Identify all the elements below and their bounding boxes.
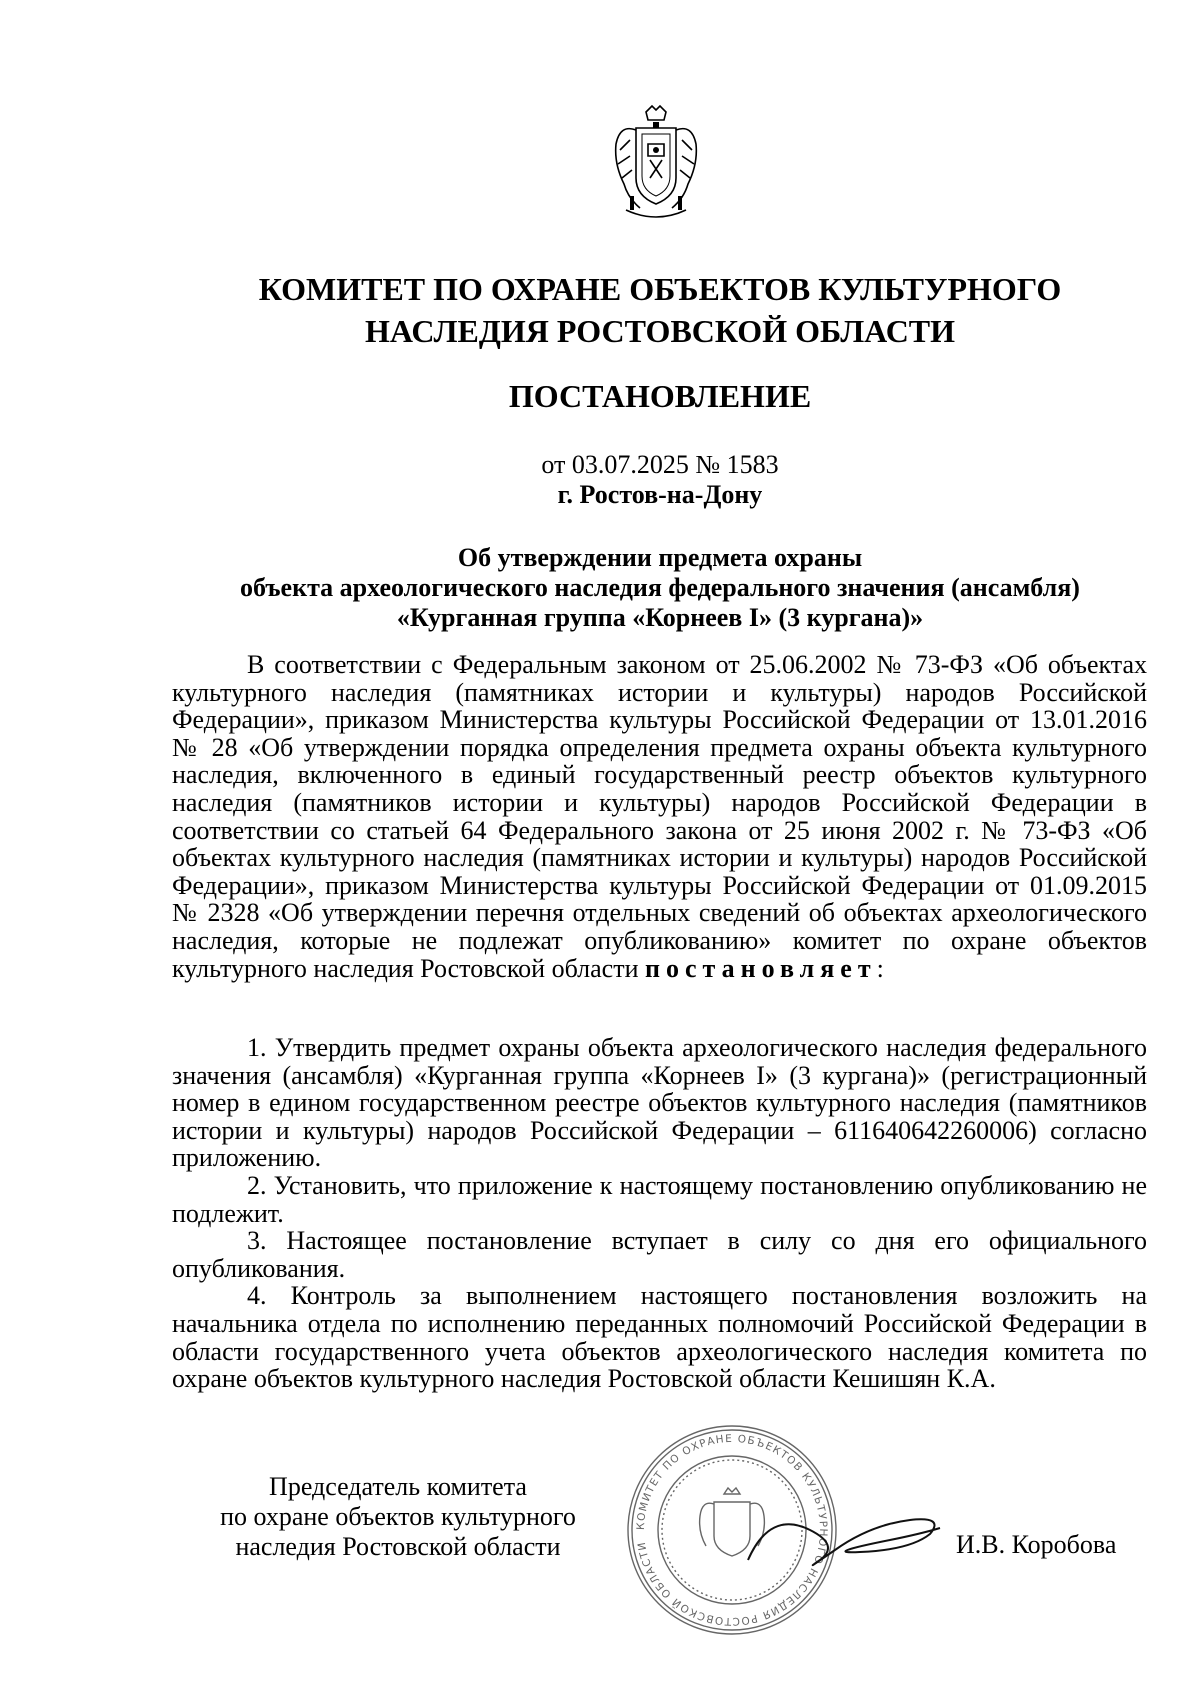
resolves-word: постановляет [645,953,877,983]
signatory-title [188,1472,608,1562]
signatory-title-line-3: наследия Ростовской области [235,1532,561,1561]
document-subject [160,543,1160,633]
resolution-item-4: 4. Контроль за выполнением настоящего постановления возложить на начальника отдела по исполнению переданных полномочий Российской Федерации в области государственного учета объектов археологического наследия комитета по охране объектов культурного наследия Ростовской области Кешишян К.А. [172,1281,1147,1394]
issuer-line-1: КОМИТЕТ ПО ОХРАНЕ ОБЪЕКТОВ КУЛЬТУРНОГО [258,271,1062,307]
subject-line-1: Об утверждении предмета охраны [457,543,863,572]
handwritten-signature-icon [740,1490,950,1580]
subject-line-3: «Курганная группа «Корнеев I» (3 кургана)» [396,603,924,632]
signatory-title-line-2: по охране объектов культурного [220,1502,576,1531]
coat-of-arms-icon [606,100,706,230]
issuer-name [160,268,1160,352]
signatory-name: И.В. Коробова [956,1530,1117,1559]
city: г. Ростов-на-Дону [557,480,763,509]
issuer-line-2: НАСЛЕДИЯ РОСТОВСКОЙ ОБЛАСТИ [364,313,956,349]
preamble-paragraph [172,651,1147,982]
document-type: ПОСТАНОВЛЕНИЕ [508,378,812,414]
preamble-colon: : [876,953,884,983]
stamp-ring-text: КОМИТЕТ ПО ОХРАНЕ ОБЪЕКТОВ КУЛЬТУРНОГО НАСЛЕДИЯ РОСТОВСКОЙ ОБЛАСТИ [634,1432,830,1628]
preamble [172,651,1147,982]
preamble-text: В соответствии с Федеральным законом от 25.06.2002 № 73-ФЗ «Об объектах культурного наследия (памятниках истории и культуры) народов Российской Федерации», приказом Министерства культуры Российской Федерации от 13.01.2016 № 28 «Об утверждении порядка определения предмета охраны объекта культурного наследия, включенного в единый государственный реестр объектов культурного наследия (памятников истории и культуры) народов Российской Федерации в соответствии со статьей 64 Федерального закона от 25 июня 2002 г. № 73-ФЗ «Об объектах культурного наследия (памятниках истории и культуры) народов Российской Федерации», приказом Министерства культуры Российской Федерации от 01.09.2015 № 2328 «Об утверждении перечня отдельных сведений об объектах археологического наследия, которые не подлежат опубликованию» комитет по охране объектов культурного наследия Ростовской области [172,650,1147,983]
resolution-item-1: 1. Утвердить предмет охраны объекта археологического наследия федерального значения (ансамбля) «Курганная группа «Корнеев I» (3 кургана)» (регистрационный номер в едином государственном реестре объектов культурного наследия (памятников истории и культуры) народов Российской Федерации – 611640642260006) согласно приложению. [172,1033,1147,1173]
resolution-items [172,1034,1147,1393]
date-and-number: от 03.07.2025 № 1583 [541,450,779,479]
signatory-title-line-1: Председатель комитета [269,1472,527,1501]
resolution-item-2: 2. Установить, что приложение к настоящему постановлению опубликованию не подлежит. [172,1170,1147,1228]
subject-line-2: объекта археологического наследия федерального значения (ансамбля) [240,573,1080,602]
resolution-item-3: 3. Настоящее постановление вступает в силу со дня его официального опубликования. [172,1226,1147,1283]
